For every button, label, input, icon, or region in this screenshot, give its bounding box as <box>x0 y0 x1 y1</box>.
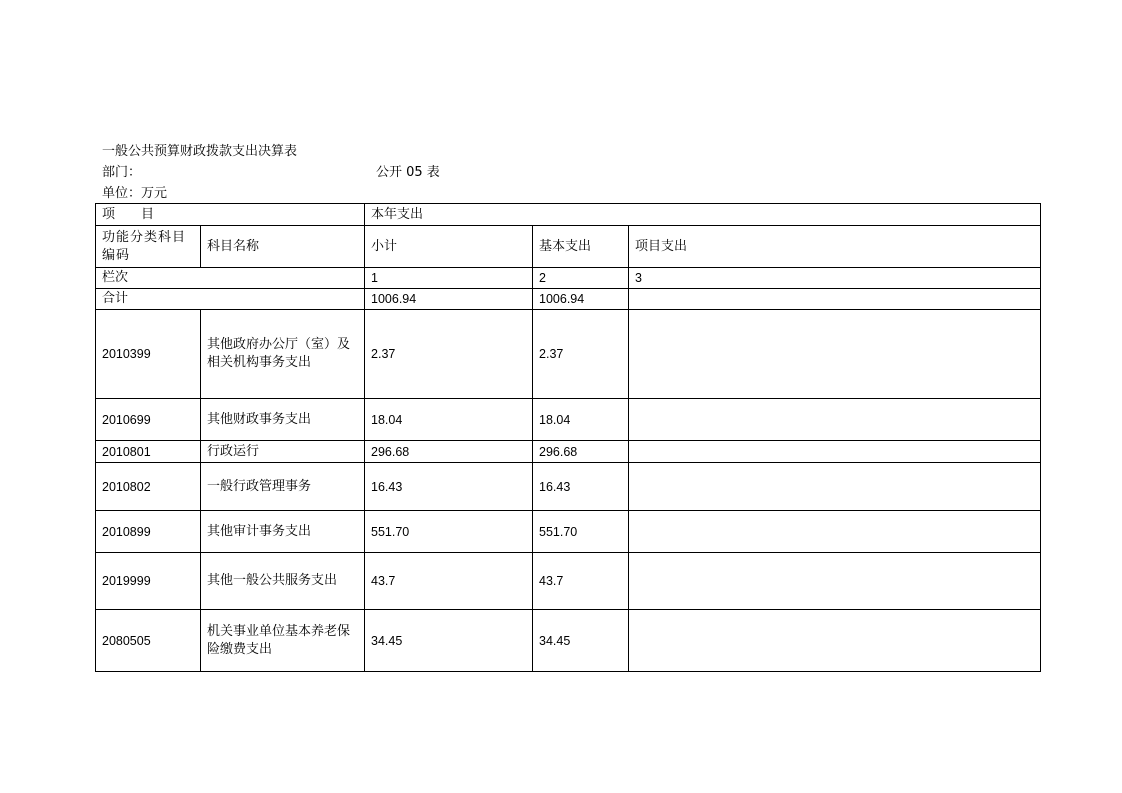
row-project <box>629 399 1041 441</box>
header-subtotal: 小计 <box>365 226 533 268</box>
row-code: 2010699 <box>96 399 201 441</box>
table-row <box>96 441 1041 463</box>
header-row-2 <box>96 226 1041 268</box>
row-name: 机关事业单位基本养老保险缴费支出 <box>201 610 365 672</box>
total-basic: 1006.94 <box>533 289 629 310</box>
table-row <box>96 463 1041 511</box>
table-row <box>96 553 1041 610</box>
unit-label: 单位：万元 <box>102 186 168 201</box>
row-subtotal: 43.7 <box>365 553 533 610</box>
row-subtotal: 34.45 <box>365 610 533 672</box>
table-row <box>96 399 1041 441</box>
column-number-3: 3 <box>629 268 1041 289</box>
row-basic: 34.45 <box>533 610 629 672</box>
row-name: 其他财政事务支出 <box>201 399 365 441</box>
header-code: 功能分类科目编码 <box>96 226 201 268</box>
column-number-2: 2 <box>533 268 629 289</box>
total-row <box>96 289 1041 310</box>
row-basic: 18.04 <box>533 399 629 441</box>
header-row-1 <box>96 204 1041 226</box>
row-basic: 43.7 <box>533 553 629 610</box>
row-basic: 551.70 <box>533 511 629 553</box>
row-basic: 2.37 <box>533 310 629 399</box>
table-row <box>96 310 1041 399</box>
header-name: 科目名称 <box>201 226 365 268</box>
row-project <box>629 463 1041 511</box>
header-project: 项目支出 <box>629 226 1041 268</box>
row-project <box>629 310 1041 399</box>
table-row <box>96 511 1041 553</box>
row-code: 2019999 <box>96 553 201 610</box>
row-name: 其他政府办公厅（室）及相关机构事务支出 <box>201 310 365 399</box>
row-subtotal: 2.37 <box>365 310 533 399</box>
row-project <box>629 610 1041 672</box>
row-subtotal: 16.43 <box>365 463 533 511</box>
row-project <box>629 441 1041 463</box>
page-title: 一般公共预算财政拨款支出决算表 <box>102 144 298 159</box>
row-subtotal: 551.70 <box>365 511 533 553</box>
row-code: 2010399 <box>96 310 201 399</box>
row-basic: 296.68 <box>533 441 629 463</box>
column-number-label: 栏次 <box>96 268 365 289</box>
row-code: 2010802 <box>96 463 201 511</box>
row-name: 一般行政管理事务 <box>201 463 365 511</box>
header-basic: 基本支出 <box>533 226 629 268</box>
row-name: 其他一般公共服务支出 <box>201 553 365 610</box>
row-name: 其他审计事务支出 <box>201 511 365 553</box>
row-name: 行政运行 <box>201 441 365 463</box>
row-code: 2080505 <box>96 610 201 672</box>
form-number: 公开 05 表 <box>376 165 440 180</box>
row-basic: 16.43 <box>533 463 629 511</box>
header-item: 项 目 <box>96 204 365 226</box>
row-project <box>629 511 1041 553</box>
row-code: 2010899 <box>96 511 201 553</box>
total-project <box>629 289 1041 310</box>
budget-table <box>95 203 1041 672</box>
column-number-row <box>96 268 1041 289</box>
column-number-1: 1 <box>365 268 533 289</box>
row-project <box>629 553 1041 610</box>
total-subtotal: 1006.94 <box>365 289 533 310</box>
header-this-year: 本年支出 <box>365 204 1041 226</box>
row-subtotal: 18.04 <box>365 399 533 441</box>
row-code: 2010801 <box>96 441 201 463</box>
total-label: 合计 <box>96 289 365 310</box>
department-label: 部门： <box>102 165 142 180</box>
row-subtotal: 296.68 <box>365 441 533 463</box>
table-row <box>96 610 1041 672</box>
